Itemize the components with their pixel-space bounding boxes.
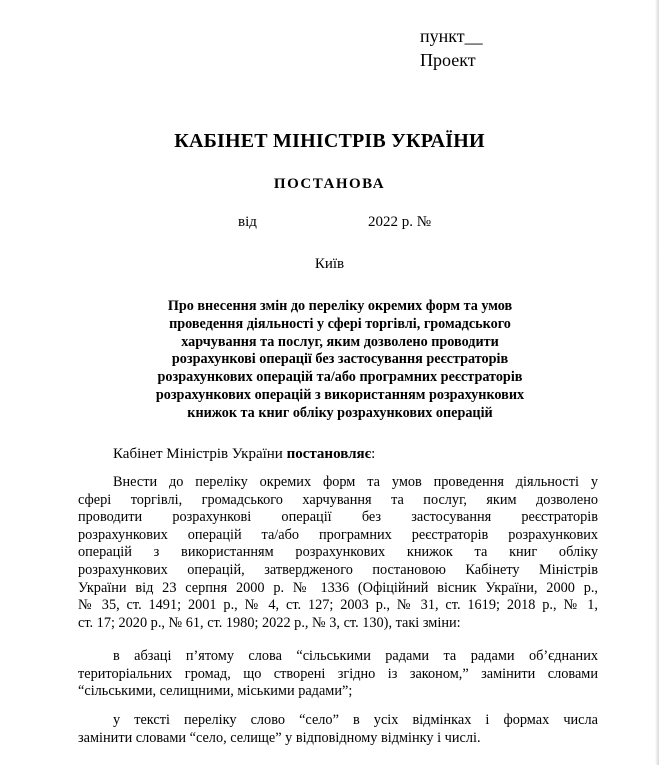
city-label: Київ (314, 256, 345, 272)
paragraph-line: “сільськими, селищними, міськими радами”; (78, 683, 353, 700)
paragraph-line: розрахункових операцій та/або програмних реєстраторів розрахункових (78, 526, 598, 543)
paragraph-line: № 35, ст. 1491; 2001 р., № 4, ст. 127; 2003 р., № 31, ст. 1619; 2018 р., № 1, (78, 597, 598, 614)
date-prefix: від (238, 214, 257, 230)
document-title (120, 298, 560, 423)
paragraph-line: замінити словами “село, селище” у відповідному відмінку і числі. (78, 729, 481, 746)
title-line: книжок та книг обліку розрахункових операцій (187, 404, 493, 421)
decree-text: Кабінет Міністрів України (113, 446, 287, 462)
draft-label: Проект (420, 50, 476, 70)
paragraph-line: ст. 17; 2020 р., № 61, ст. 1980; 2022 р., № 3, ст. 130), такі зміни: (78, 614, 461, 631)
amendment-item-1 (78, 648, 598, 701)
date-year-number: 2022 р. № (368, 214, 432, 230)
amendment-intro-paragraph (78, 474, 598, 632)
paragraph-line: сфері торгівлі, громадського харчування та послуг, яким дозволено (78, 491, 598, 508)
paragraph-line: в абзаці п’ятому слова “сільськими радами та радами об’єднаних (113, 648, 598, 664)
paragraph-line: у тексті переліку слово “село” в усіх відмінках і формах числа (113, 712, 598, 728)
title-line: розрахункових операцій з використанням розрахункових (155, 386, 525, 403)
title-line: проведення діяльності у сфері торгівлі, громадського (169, 315, 511, 332)
document-type-heading: ПОСТАНОВА (273, 176, 386, 192)
amendment-item-2 (78, 712, 598, 747)
issuer-heading: КАБІНЕТ МІНІСТРІВ УКРАЇНИ (174, 130, 485, 152)
paragraph-line: територіальних громад, що створені згідно із законом,” замінити словами (78, 665, 598, 682)
decree-statement (113, 446, 375, 463)
paragraph-line: проводити розрахункові операції без застосування реєстраторів (78, 509, 598, 526)
title-line: розрахункових операцій та/або програмних реєстраторів (157, 369, 523, 386)
punkt-label: пункт__ (420, 26, 483, 46)
paragraph-line: розрахункових операцій, затвердженого постановою Кабінету Міністрів (78, 561, 598, 578)
page-edge (655, 0, 659, 765)
title-line: розрахункові операції без застосування реєстраторів (171, 351, 509, 368)
decree-verb: постановляє (286, 446, 372, 462)
title-line: харчування та послуг, яким дозволено проводити (181, 333, 499, 350)
decree-colon: : (371, 446, 376, 462)
paragraph-line: Внести до переліку окремих форм та умов проведення діяльності у (113, 474, 598, 490)
title-line: Про внесення змін до переліку окремих форм та умов (167, 298, 513, 314)
paragraph-line: України від 23 серпня 2000 р. № 1336 (Офіційний вісник України, 2000 р., (78, 579, 598, 596)
paragraph-line: операцій з використанням розрахункових книжок та книг обліку (78, 544, 598, 561)
